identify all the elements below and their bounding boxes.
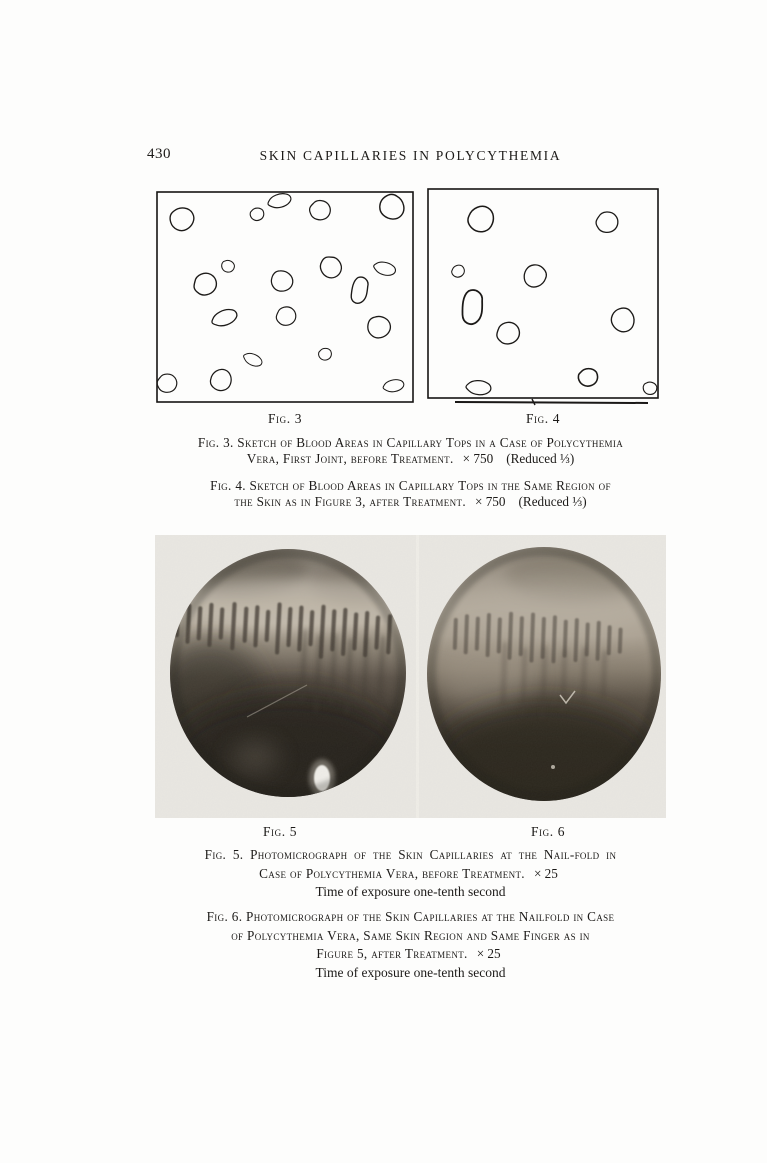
fig6-caption-line2: of Polycythemia Vera, Same Skin Region and Same Finger as in: [231, 927, 590, 943]
fig5-caption-line2-text: Case of Polycythemia Vera, before Treatment.: [259, 865, 525, 881]
photomicrograph-plate: [155, 535, 666, 818]
blood-area-blob: [460, 289, 485, 326]
fig6-exposure-note: Time of exposure one-tenth second: [315, 964, 506, 980]
blood-area-blob: [465, 380, 491, 396]
fig3-reduction-note: (Reduced ⅓): [506, 451, 575, 466]
fig4-caption-line2: [100, 494, 721, 510]
fig6-magnification: × 25: [476, 946, 501, 961]
fig4-caption: [100, 478, 721, 510]
blood-area-blob: [266, 191, 292, 210]
fig5-caption-line2: [100, 865, 721, 884]
fig5-caption-line1: Fig. 5. Photomicrograph of the Skin Capillaries at the Nail-fold in: [204, 847, 617, 862]
blood-area-blob: [378, 193, 406, 222]
blood-area-blob: [595, 210, 620, 234]
fig3-frame: [157, 192, 413, 402]
fig3-caption-line1: Fig. 3. Sketch of Blood Areas in Capillary Tops in a Case of Polycythemia: [197, 435, 624, 450]
sketch-figures: [155, 185, 666, 407]
blood-area-blob: [382, 378, 405, 393]
blood-area-blob: [372, 260, 397, 278]
fig4-caption-line2-text: the Skin as in Figure 3, after Treatment.: [234, 494, 466, 509]
blood-area-blob: [219, 258, 236, 275]
blood-area-blob: [319, 348, 332, 360]
blood-area-blob: [465, 203, 498, 235]
fig4-label: Fig. 4: [525, 411, 561, 426]
blood-area-blob: [521, 262, 550, 290]
blood-area-blob: [496, 321, 521, 344]
fig5-magnification: × 25: [533, 865, 558, 881]
blood-area-blob: [250, 208, 264, 220]
fig3-caption-line2-text: Vera, First Joint, before Treatment.: [246, 451, 454, 466]
fig6-caption: [100, 908, 721, 982]
blood-area-blob: [207, 366, 236, 395]
blood-area-blob: [318, 253, 345, 280]
fig4-blood-areas: [450, 203, 658, 396]
page-number: 430: [147, 146, 171, 162]
fig5-label: Fig. 5: [262, 824, 298, 839]
blood-area-blob: [276, 307, 295, 325]
blood-area-blob: [155, 372, 179, 395]
blood-area-blob: [267, 266, 297, 296]
fig6-caption-line3-text: Figure 5, after Treatment.: [316, 946, 468, 961]
fig4-magnification: × 750: [474, 494, 506, 509]
fig4-reduction-note: (Reduced ⅓): [518, 494, 587, 509]
blood-area-blob: [307, 198, 333, 223]
fig3-label: Fig. 3: [267, 411, 303, 426]
blood-area-blob: [641, 380, 658, 396]
fig3-caption-line2: [100, 451, 721, 467]
fig6-caption-line1: Fig. 6. Photomicrograph of the Skin Capillaries at the Nailfold in Case: [206, 909, 615, 924]
blood-area-blob: [450, 264, 466, 279]
fig6-caption-line3: [100, 945, 721, 964]
blood-area-blob: [168, 206, 195, 233]
blood-area-blob: [349, 275, 371, 305]
fig4-caption-line1: Fig. 4. Sketch of Blood Areas in Capillary Tops in the Same Region of: [210, 478, 611, 493]
film-grain: [155, 535, 666, 818]
fig3-caption: [100, 435, 721, 467]
blood-area-blob: [578, 369, 597, 387]
fig6-label: Fig. 6: [530, 824, 566, 839]
fig3-magnification: × 750: [462, 451, 494, 466]
blood-area-blob: [209, 307, 239, 330]
blood-area-blob: [364, 312, 394, 342]
running-title: SKIN CAPILLARIES IN POLYCYTHEMIA: [259, 148, 562, 163]
fig4-underline: [455, 402, 648, 403]
fig3-blood-areas: [155, 191, 405, 394]
fig5-exposure-note: Time of exposure one-tenth second: [315, 884, 506, 899]
blood-area-blob: [241, 350, 263, 368]
blood-area-blob: [192, 272, 218, 297]
fig5-caption: [100, 846, 721, 902]
fig4-frame: [428, 189, 658, 398]
blood-area-blob: [610, 306, 637, 333]
